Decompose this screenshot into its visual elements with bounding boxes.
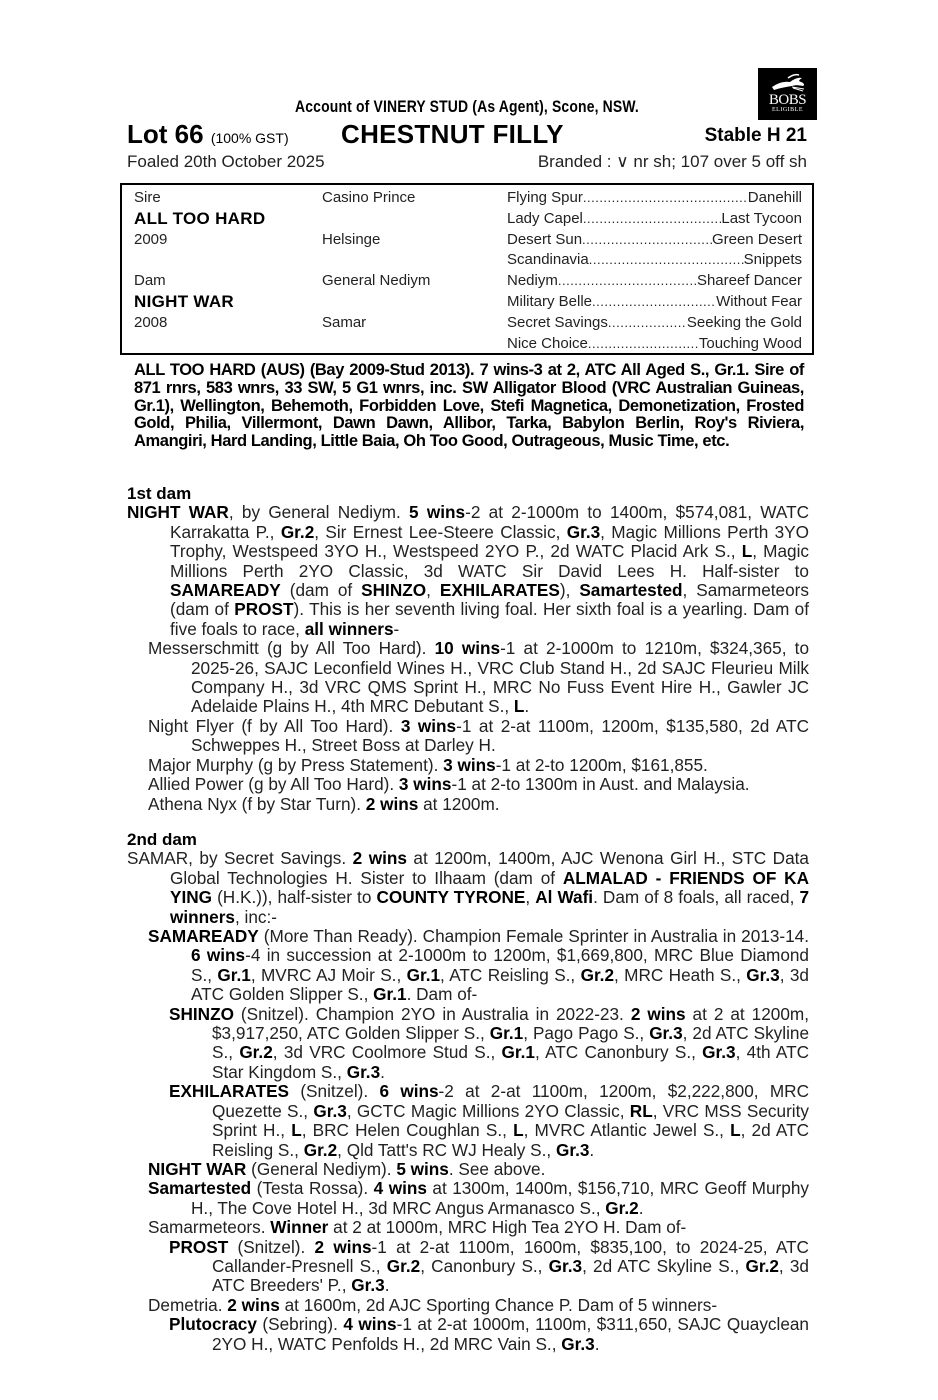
ancestor-name: Flying Spur bbox=[507, 189, 583, 206]
bold-text: COUNTY TYRONE bbox=[376, 887, 526, 908]
pedigree-col-great-grandparents bbox=[507, 188, 802, 354]
text: ), bbox=[559, 580, 580, 601]
pedigree-entry bbox=[134, 250, 334, 271]
text: . Dam of- bbox=[406, 984, 478, 1005]
bold-text: 2 wins bbox=[365, 793, 419, 814]
pedigree-entry: NIGHT WAR bbox=[134, 291, 234, 311]
pedigree-grandparent: General Nediym bbox=[322, 272, 431, 290]
second-dam-body bbox=[127, 849, 809, 1354]
text: (General Nediym). bbox=[246, 1158, 397, 1179]
bold-text: SAMAREADY bbox=[148, 926, 259, 947]
bold-text: SAMAREADY bbox=[170, 580, 281, 601]
text: (dam of bbox=[280, 580, 362, 601]
text: (Snitzel). bbox=[289, 1081, 380, 1102]
pedigree-col-parents bbox=[134, 188, 334, 354]
bold-text: Gr.3 bbox=[351, 1275, 385, 1296]
ancestor-sire-name: Shareef Dancer bbox=[696, 272, 802, 290]
text: , VRC MSS Security Sprint H., bbox=[212, 1100, 809, 1141]
text: at 2 at 1200m, $3,917,250, ATC Golden Slipper S., bbox=[212, 1003, 809, 1044]
bold-text: Gr.1 bbox=[489, 1023, 524, 1044]
ancestor-name: Nice Choice bbox=[507, 334, 588, 352]
pedigree-grandparent: Casino Prince bbox=[322, 189, 416, 206]
horse-description: CHESTNUT FILLY bbox=[341, 119, 564, 149]
bold-text: L bbox=[730, 1120, 741, 1141]
dot-leader bbox=[589, 250, 744, 271]
first-dam-section bbox=[127, 484, 809, 814]
bold-text: Gr.2 bbox=[280, 521, 315, 542]
bold-text: 6 wins bbox=[379, 1081, 439, 1102]
gst-note: (100% GST) bbox=[210, 130, 289, 146]
bold-text: Plutocracy bbox=[169, 1314, 257, 1335]
bold-text: 7 winners bbox=[170, 887, 809, 927]
produce-record bbox=[127, 639, 809, 717]
text: SAMAR, by Secret Savings. bbox=[127, 848, 353, 869]
pedigree-great-grandparent bbox=[507, 313, 802, 334]
text: , Sir Ernest Lee-Steere Classic, bbox=[314, 521, 567, 542]
text: (Snitzel). Champion 2YO in Australia in 2022-23. bbox=[233, 1003, 631, 1024]
text: Messerschmitt (g by All Too Hard). bbox=[148, 638, 435, 659]
ancestor-name: Nediym bbox=[507, 272, 558, 290]
text: . bbox=[524, 696, 530, 717]
text: at 1600m, 2d AJC Sporting Chance P. Dam of 5 winners- bbox=[279, 1294, 718, 1315]
bold-text: Gr.1 bbox=[217, 964, 251, 985]
pedigree-entry: Dam bbox=[134, 272, 166, 290]
pedigree-entry: 2008 bbox=[134, 313, 168, 331]
sire-summary: ALL TOO HARD (AUS) (Bay 2009-Stud 2013). 7 wins-3 at 2, ATC All Aged S., Gr.1. Sire of 871 rnrs, 583 wnrs, 33 SW, 5 G1 wnrs, inc. SW Alligator Blood (VRC Australian Guineas, Gr.1), Wellington, Behemoth, Forbidden Love, Stefi Magnetica, Demonetization, Frosted Gold, Philia, Villermont, Dawn Dawn, Allibor, Tarka, Babylon Berlin, Roy's Riviera, Amangiri, Hard Landing, Little Baia, Oh Too Good, Outrageous, Music Time, etc. bbox=[134, 361, 804, 451]
bold-text: Gr.2 bbox=[580, 964, 615, 985]
text: at 1300m, 1400m, $156,710, MRC Geoff Murphy H., The Cove Hotel H., 3d MRC Angus Armanasco S., bbox=[191, 1178, 809, 1218]
bold-text: L bbox=[291, 1120, 302, 1141]
pedigree-entry bbox=[134, 334, 334, 355]
ancestor-sire-name: Touching Wood bbox=[698, 334, 802, 352]
text: , MVRC Atlantic Jewel S., bbox=[523, 1120, 731, 1141]
bold-text: Gr.2 bbox=[239, 1042, 273, 1063]
bold-text: Samartested bbox=[579, 580, 683, 601]
lot-number bbox=[127, 119, 289, 150]
text: -1 at 2-to 1300m in Aust. and Malaysia. bbox=[451, 774, 750, 795]
bold-text: Samartested bbox=[148, 1178, 252, 1199]
bold-text: 10 wins bbox=[434, 638, 501, 659]
bold-text: RL bbox=[629, 1100, 653, 1121]
produce-record bbox=[127, 1238, 809, 1296]
text: Athena Nyx (f by Star Turn). bbox=[148, 793, 366, 814]
bold-text: EXHILARATES bbox=[439, 580, 560, 601]
ancestor-name: Scandinavia bbox=[507, 251, 589, 269]
text: -2 at 2-1000m to 1400m, $574,081, WATC Karrakatta P., bbox=[170, 502, 809, 542]
lot-label: Lot 66 bbox=[127, 119, 204, 149]
vendor-account: Account of VINERY STUD (As Agent), Scone, NSW. bbox=[295, 97, 639, 116]
bold-text: Gr.3 bbox=[346, 1061, 381, 1082]
ancestor-name: Lady Capel bbox=[507, 209, 583, 227]
bold-text: Gr.3 bbox=[313, 1100, 347, 1121]
ancestor-sire-name: Green Desert bbox=[711, 230, 802, 248]
bobs-eligible-logo bbox=[758, 68, 817, 120]
pedigree-great-grandparent bbox=[507, 334, 802, 355]
text: , 3d ATC Golden Slipper S., bbox=[191, 964, 809, 1005]
text: , MRC Heath S., bbox=[614, 964, 747, 985]
text: , 3d VRC Coolmore Stud S., bbox=[272, 1042, 502, 1063]
text: Night Flyer (f by All Too Hard). bbox=[148, 715, 401, 736]
pedigree-great-grandparent bbox=[507, 188, 802, 209]
ancestor-sire-name: Danehill bbox=[747, 189, 802, 206]
ancestor-sire-name: Snippets bbox=[743, 251, 802, 269]
text: . bbox=[380, 1061, 385, 1082]
bobs-horse-icon bbox=[768, 73, 808, 93]
bold-text: Gr.3 bbox=[566, 521, 601, 542]
ancestor-name: Desert Sun bbox=[507, 230, 583, 248]
bold-text: L bbox=[513, 1120, 524, 1141]
text: , by General Nediym. bbox=[228, 502, 410, 523]
produce-record bbox=[127, 756, 809, 775]
bold-text: 5 wins bbox=[409, 502, 466, 523]
text: , 4th ATC Star Kingdom S., bbox=[212, 1042, 810, 1082]
text: (More Than Ready). Champion Female Sprinter in Australia in 2013-14. bbox=[258, 926, 809, 947]
dot-leader bbox=[588, 334, 699, 355]
bold-text: NIGHT WAR bbox=[148, 1158, 247, 1179]
pedigree-great-grandparent bbox=[507, 230, 802, 251]
logo-text-eligible: ELIGIBLE bbox=[772, 107, 803, 113]
text: , ATC Reisling S., bbox=[440, 964, 581, 985]
produce-record bbox=[127, 717, 809, 756]
produce-record bbox=[127, 775, 809, 794]
text: . Dam of 8 foals, all raced, bbox=[593, 887, 800, 908]
text: , BRC Helen Coughlan S., bbox=[301, 1120, 514, 1141]
second-dam-section bbox=[127, 830, 809, 1354]
dot-leader bbox=[558, 271, 697, 292]
pedigree-col-grandparents bbox=[322, 188, 502, 354]
bold-text: Gr.3 bbox=[746, 964, 780, 985]
produce-record bbox=[127, 503, 809, 639]
text: . See above. bbox=[448, 1158, 546, 1179]
text: -1 at 2-at 1000m, 1100m, $311,650, SAJC Quayclean 2YO H., WATC Penfolds H., 2d MRC Vain S., bbox=[212, 1314, 809, 1354]
pedigree-great-grandparent bbox=[507, 250, 802, 271]
text: , Qld Tatt's RC WJ Healy S., bbox=[337, 1139, 556, 1160]
dot-leader bbox=[608, 313, 687, 334]
text: (Sebring). bbox=[256, 1314, 344, 1335]
text: -1 at 2-1000m to 1210m, $324,365, to 2025-26, SAJC Leconfield Wines H., VRC Club Stand H., 2d SAJC Fleurieu Milk Company H., 3d VRC QMS Sprint H., MRC No Fuss Event Hire H., Gawler JC Adelaide Plains H., 4th MRC Debutant S., bbox=[191, 638, 810, 717]
bold-text: L bbox=[513, 696, 525, 717]
text: -1 at 2-at 1100m, 1600m, $835,100, to 2024-25, ATC Callander-Presnell S., bbox=[212, 1236, 809, 1276]
bold-text: 3 wins bbox=[443, 754, 496, 775]
pedigree-entry: Sire bbox=[134, 189, 161, 206]
text: at 1200m. bbox=[418, 793, 500, 814]
pedigree-entry: ALL TOO HARD bbox=[134, 208, 266, 228]
bold-text: 4 wins bbox=[343, 1314, 397, 1335]
bold-text: all winners bbox=[304, 618, 394, 639]
produce-record bbox=[127, 849, 809, 927]
ancestor-sire-name: Without Fear bbox=[716, 292, 802, 310]
ancestor-sire-name: Last Tycoon bbox=[721, 209, 802, 227]
ancestor-sire-name: Seeking the Gold bbox=[686, 313, 802, 331]
bold-text: SHINZO bbox=[169, 1003, 234, 1024]
text: ). This is her seventh living foal. Her sixth foal is a yearling. Dam of five foals to race, bbox=[170, 599, 809, 639]
bold-text: Gr.1 bbox=[406, 964, 441, 985]
text: , 2d ATC Skyline S., bbox=[212, 1023, 810, 1063]
text: , MVRC AJ Moir S., bbox=[250, 964, 407, 985]
bold-text: Gr.3 bbox=[649, 1023, 683, 1044]
text: -1 at 2-to 1200m, $161,855. bbox=[495, 754, 708, 775]
bold-text: Gr.3 bbox=[561, 1333, 595, 1354]
brand-marks: Branded : ∨ nr sh; 107 over 5 off sh bbox=[537, 152, 807, 171]
pedigree-entry: 2009 bbox=[134, 230, 168, 248]
text: Demetria. bbox=[148, 1294, 228, 1315]
pedigree-table bbox=[120, 183, 814, 355]
text: -2 at 2-at 1100m, 1200m, $2,222,800, MRC Quezette S., bbox=[212, 1081, 809, 1121]
bold-text: Gr.2 bbox=[386, 1255, 421, 1276]
dot-leader bbox=[583, 209, 721, 230]
bold-text: Gr.2 bbox=[303, 1139, 338, 1160]
text: Major Murphy (g by Press Statement). bbox=[148, 754, 444, 775]
bold-text: 2 wins bbox=[227, 1294, 280, 1315]
bold-text: Gr.1 bbox=[501, 1042, 535, 1063]
foaled-date: Foaled 20th October 2025 bbox=[127, 152, 325, 171]
text: . bbox=[384, 1275, 390, 1296]
produce-record bbox=[127, 795, 809, 814]
text: Samarmeteors. bbox=[148, 1217, 271, 1238]
bold-text: 5 wins bbox=[396, 1158, 449, 1179]
bold-text: Al Wafi bbox=[535, 887, 594, 908]
text: , Samarmeteors (dam of bbox=[170, 580, 809, 620]
bold-text: NIGHT WAR bbox=[127, 502, 229, 523]
bold-text: 2 wins bbox=[352, 848, 407, 869]
pedigree-great-grandparent bbox=[507, 292, 802, 313]
bold-text: Gr.2 bbox=[605, 1197, 639, 1218]
text: . bbox=[589, 1139, 595, 1160]
text: at 2 at 1000m, MRC High Tea 2YO H. Dam of- bbox=[328, 1217, 687, 1238]
bold-text: 2 wins bbox=[314, 1236, 372, 1257]
bold-text: L bbox=[741, 541, 753, 562]
text: (Snitzel). bbox=[228, 1236, 315, 1257]
produce-record bbox=[127, 1005, 809, 1083]
text: - bbox=[393, 618, 400, 639]
produce-record bbox=[127, 1315, 809, 1354]
bold-text: 4 wins bbox=[373, 1178, 427, 1199]
bold-text: 3 wins bbox=[400, 715, 457, 736]
bold-text: PROST bbox=[234, 599, 294, 620]
produce-record bbox=[127, 1218, 809, 1237]
text: , Magic Millions Perth 2YO Classic, 3d WATC Sir David Lees H. Half-sister to bbox=[170, 541, 809, 581]
stable-location: Stable H 21 bbox=[704, 125, 807, 146]
produce-record bbox=[127, 1082, 809, 1160]
text: , 2d ATC Reisling S., bbox=[212, 1120, 809, 1160]
produce-record bbox=[127, 1160, 809, 1179]
text: , Magic Millions Perth 3YO Trophy, Westspeed 3YO H., Westspeed 2YO P., 2d WATC Placid Ark S., bbox=[170, 521, 810, 562]
bold-text: ALMALAD - FRIENDS OF KA YING bbox=[170, 867, 809, 908]
text: , inc:- bbox=[234, 906, 277, 927]
text: , GCTC Magic Millions 2YO Classic, bbox=[346, 1100, 630, 1121]
produce-record bbox=[127, 927, 809, 1005]
bold-text: PROST bbox=[169, 1236, 229, 1257]
pedigree-grandparent: Helsinge bbox=[322, 230, 381, 248]
bold-text: Gr.3 bbox=[548, 1255, 583, 1276]
second-dam-heading: 2nd dam bbox=[127, 830, 197, 849]
text: . bbox=[638, 1197, 644, 1218]
ancestor-name: Secret Savings bbox=[507, 313, 608, 331]
text: , ATC Canonbury S., bbox=[535, 1042, 703, 1063]
pedigree-grandparent: Samar bbox=[322, 313, 367, 331]
text: -1 at 2-at 1100m, 1200m, $135,580, 2d ATC Schweppes H., Street Boss at Darley H. bbox=[191, 715, 809, 756]
text: Allied Power (g by All Too Hard). bbox=[148, 774, 399, 795]
lot-line bbox=[127, 119, 807, 151]
text: , 3d ATC Breeders' P., bbox=[212, 1255, 809, 1296]
text: , 2d ATC Skyline S., bbox=[582, 1255, 746, 1276]
logo-text-bobs: BOBS bbox=[768, 92, 807, 108]
text: (H.K.)), half-sister to bbox=[212, 887, 377, 908]
bold-text: 2 wins bbox=[630, 1003, 686, 1024]
produce-record bbox=[127, 1179, 809, 1218]
text: , Canonbury S., bbox=[420, 1255, 549, 1276]
text: -4 in succession at 2-1000m to 1200m, $1,669,800, MRC Blue Diamond S., bbox=[191, 945, 809, 985]
dot-leader bbox=[583, 188, 748, 209]
text: , bbox=[426, 580, 440, 601]
bold-text: Gr.3 bbox=[702, 1042, 736, 1063]
bold-text: SHINZO bbox=[361, 580, 427, 601]
text: , bbox=[525, 887, 536, 908]
text: (Testa Rossa). bbox=[251, 1178, 374, 1199]
dot-leader bbox=[582, 230, 712, 251]
text: . bbox=[594, 1333, 600, 1354]
pedigree-great-grandparent bbox=[507, 271, 802, 292]
bold-text: 3 wins bbox=[398, 774, 452, 795]
first-dam-heading: 1st dam bbox=[127, 484, 192, 503]
text: at 1200m, 1400m, AJC Wenona Girl H., STC Data Global Technologies H. Sister to Ilhaam (dam of bbox=[170, 848, 809, 888]
bold-text: Gr.2 bbox=[745, 1255, 779, 1276]
bold-text: 6 wins bbox=[191, 945, 246, 966]
dot-leader bbox=[592, 292, 716, 313]
pedigree-great-grandparent bbox=[507, 209, 802, 230]
ancestor-name: Military Belle bbox=[507, 292, 593, 310]
text: , Pago Pago S., bbox=[523, 1023, 650, 1044]
bold-text: Winner bbox=[270, 1217, 329, 1238]
bold-text: Gr.1 bbox=[373, 984, 407, 1005]
bold-text: EXHILARATES bbox=[169, 1081, 290, 1102]
bold-text: Gr.3 bbox=[555, 1139, 590, 1160]
produce-record bbox=[127, 1296, 809, 1315]
first-dam-body bbox=[127, 503, 809, 814]
